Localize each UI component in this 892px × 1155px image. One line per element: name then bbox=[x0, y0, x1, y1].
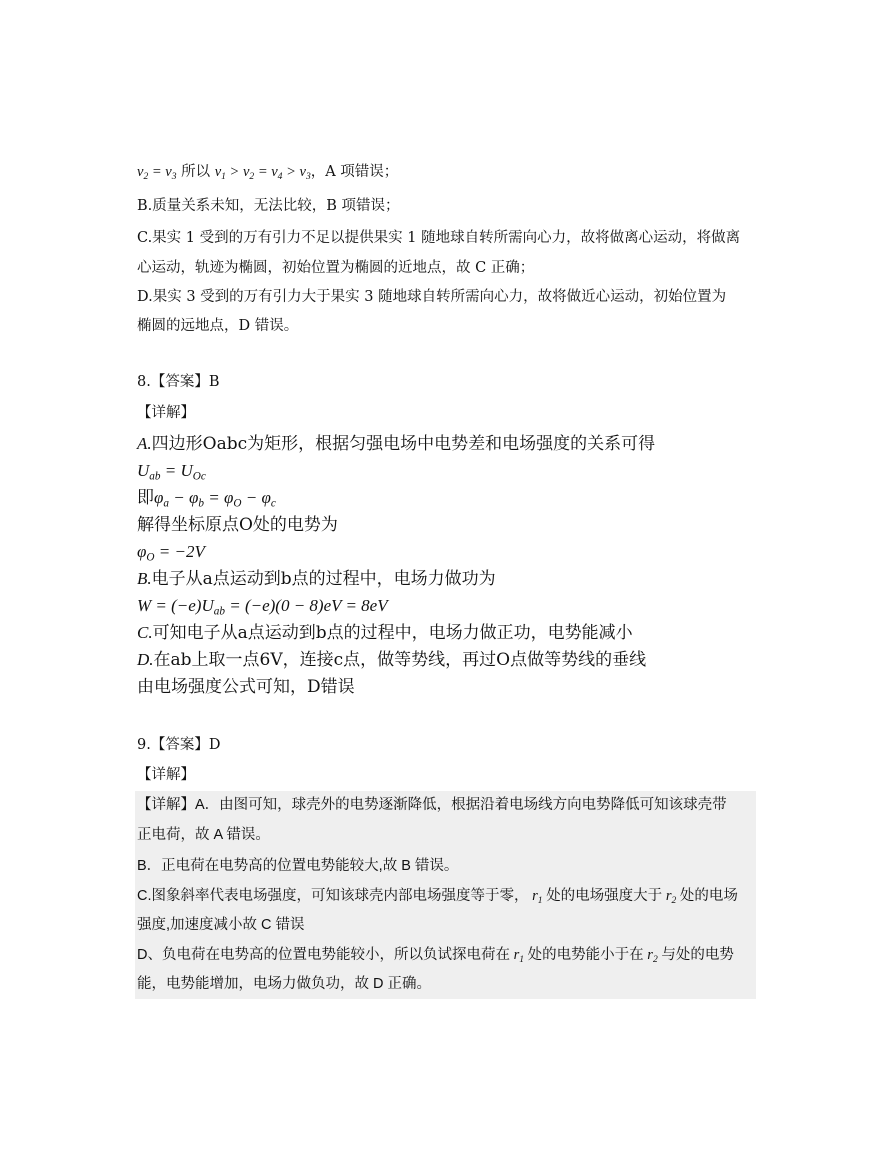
q8-d-text: 在ab上取一点6V，连接c点，做等势线，再过O点做等势线的垂线 bbox=[153, 650, 647, 670]
q7-option-c-line2: 心运动，轨迹为椭圆，初始位置为椭圆的近地点，故 C 正确； bbox=[137, 260, 535, 276]
q8-conclusion: 由电场强度公式可知，D错误 bbox=[137, 677, 355, 697]
text-a-wrong: ，A 项错误； bbox=[310, 164, 399, 180]
label-a: A. bbox=[137, 434, 152, 453]
symbol-r1: $r_1$ bbox=[509, 947, 525, 966]
q8-solve-line: 解得坐标原点O处的电势为 bbox=[137, 515, 338, 535]
label-c: C. bbox=[137, 623, 153, 642]
q8-c-line bbox=[137, 621, 633, 645]
q7-option-d-line1: D.果实 3 受到的万有引力大于果实 3 随地球自转所需向心力，故将做近心运动，初始位置为 bbox=[137, 289, 727, 305]
symbol-r2: $r_2$ bbox=[662, 888, 677, 907]
text-ji: 即 bbox=[137, 488, 154, 508]
q9-detail-heading: 【详解】 bbox=[137, 767, 195, 783]
label-d: D. bbox=[137, 650, 154, 669]
q7-option-d-line2: 椭圆的远地点，D 错误。 bbox=[137, 318, 299, 334]
equation-uab-uoc: $U_{ab} = U_{Oc}$ bbox=[137, 461, 206, 483]
symbol-r1: $r_1$ bbox=[528, 888, 543, 907]
equation-work: $W = (-e)U_{ab} = (-e)(0 - 8)eV = 8eV$ bbox=[137, 596, 388, 618]
q9-option-a-line2: 正电荷，故 A 错误。 bbox=[137, 827, 270, 843]
q9-answer: 9.【答案】D bbox=[137, 737, 221, 753]
equation-velocity-order: $v_1 > v_2 = v_4 > v_3$ bbox=[214, 164, 311, 183]
q8-b-text: 电子从a点运动到b点的过程中，电场力做功为 bbox=[151, 569, 496, 589]
equation-phi-o: $\varphi_O = -2V$ bbox=[137, 542, 205, 564]
q9-option-a-line1: 【详解】A．由图可知，球壳外的电势逐渐降低，根据沿着电场线方向电势降低可知该球壳带 bbox=[137, 797, 727, 813]
q9-option-b: B．正电荷在电势高的位置电势能较大,故 B 错误。 bbox=[137, 858, 459, 874]
q7-line-a bbox=[137, 162, 398, 182]
q7-option-b: B.质量关系未知，无法比较，B 项错误； bbox=[137, 198, 400, 214]
label-b: B. bbox=[137, 569, 152, 588]
q9-option-c-line1: C.图象斜率代表电场强度，可知该球壳内部电场强度等于零， $r_1$ 处的电场强度大于 $r_2$ 处的电场 bbox=[137, 888, 738, 907]
q8-answer: 8.【答案】B bbox=[137, 374, 220, 390]
equation-v2-eq-v3: $v_2 = v_3$ bbox=[137, 164, 177, 183]
q9-option-d-line1: D、负电荷在电势高的位置电势能较小，所以负试探电荷在 $r_1$ 处的电势能小于在 $r_2$ 与处的电势 bbox=[137, 947, 734, 966]
q8-a-text: 四边形Oabc为矩形，根据匀强电场中电势差和电场强度的关系可得 bbox=[151, 434, 656, 454]
q8-d-line bbox=[137, 648, 646, 672]
text-suoyi: 所以 bbox=[181, 164, 211, 180]
q9-option-d-line2: 能，电势能增加，电场力做负功，故 D 正确。 bbox=[137, 976, 432, 992]
q8-detail-heading: 【详解】 bbox=[137, 405, 195, 421]
equation-potential-difference: 即$\varphi_a - \varphi_b = \varphi_O - \varphi_c$ bbox=[137, 488, 276, 510]
q8-b-line bbox=[137, 567, 496, 591]
q7-option-c-line1: C.果实 1 受到的万有引力不足以提供果实 1 随地球自转所需向心力，故将做离心运动，将做离 bbox=[137, 230, 741, 246]
q9-option-c-line2: 强度,加速度减小故 C 错误 bbox=[137, 917, 305, 933]
symbol-r2: $r_2$ bbox=[643, 947, 658, 966]
q8-a-line bbox=[137, 432, 655, 456]
q8-c-text: 可知电子从a点运动到b点的过程中，电场力做正功，电势能减小 bbox=[152, 623, 633, 643]
